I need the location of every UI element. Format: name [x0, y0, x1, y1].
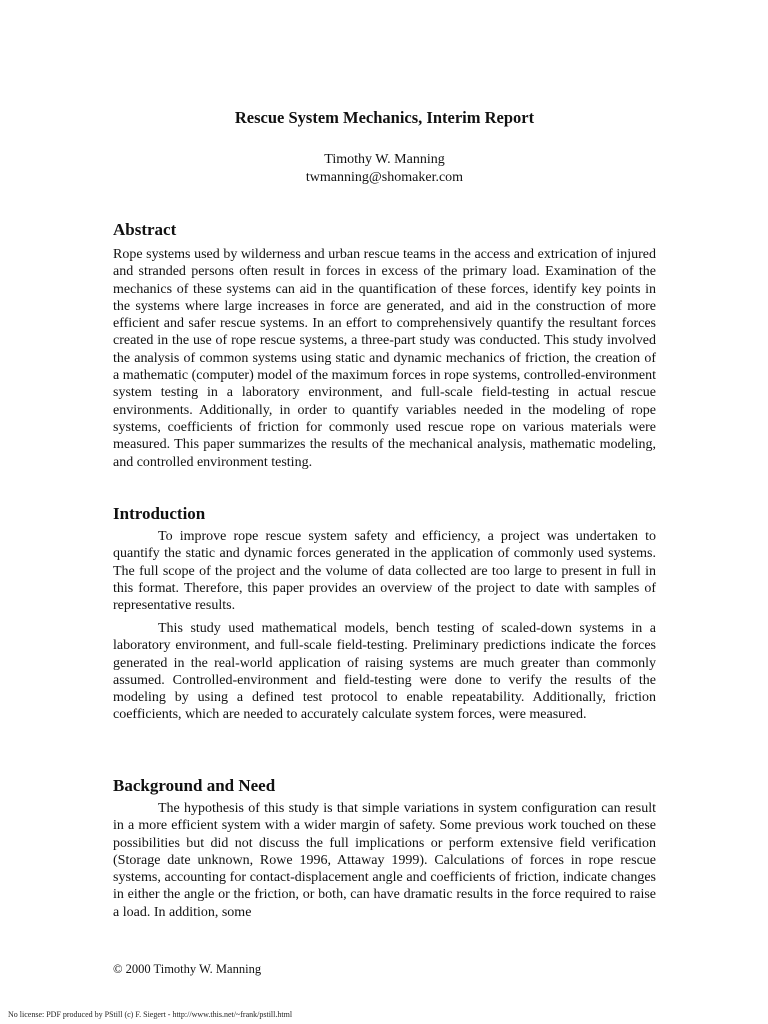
introduction-paragraph-2: This study used mathematical models, bench testing of scaled-down systems in a laboratory environment, and full-scale field-testing. Preliminary predictions indicate the forces generated in the real-world application of raising systems are much greater than commonly assumed. Controlled-environment and field-testing were done to verify the results of the modeling by using a defined test protocol to enable repeatability. Additionally, friction coefficients, which are needed to accurately calculate system forces, were measured.	[113, 621, 656, 723]
pdf-producer-note: No license: PDF produced by PStill (c) F. Siegert - http://www.this.net/~frank/pstill.html	[8, 1010, 293, 1019]
author-name: Timothy W. Manning	[324, 152, 445, 167]
copyright-notice: © 2000 Timothy W. Manning	[113, 962, 262, 976]
introduction-heading: Introduction	[113, 504, 206, 523]
abstract-heading: Abstract	[113, 220, 177, 239]
background-paragraph: The hypothesis of this study is that simple variations in system configuration can result in a more efficient system with a wider margin of safety. Some previous work touched on these possibilities but did not discuss the full implications or perform extensive field verification (Storage date unknown, Rowe 1996, Attaway 1999). Calculations of forces in rope rescue systems, accounting for contact-displacement angle and coefficients of friction, indicate changes in either the angle or the friction, or both, can have dramatic results in the force required to raise a load. In addition, some	[113, 801, 656, 920]
author-email: twmanning@shomaker.com	[305, 170, 464, 185]
abstract-paragraph: Rope systems used by wilderness and urban rescue teams in the access and extrication of injured and stranded persons often result in forces in excess of the primary load. Examination of the mechanics of these systems can aid in the quantification of these forces, identify key points in the systems where large increases in force are generated, and aid in the construction of more efficient and safer rescue systems. In an effort to comprehensively quantify the resultant forces created in the use of rope rescue systems, a three-part study was conducted. This study involved the analysis of common systems using static and dynamic mechanics of friction, the creation of a mathematic (computer) model of the maximum forces in rope systems, controlled-environment system testing in a laboratory environment, and full-scale field-testing in actual rescue environments. Additionally, in order to quantify variables needed in the modeling of rope systems, coefficients of friction for commonly used rescue rope on various materials were measured. This paper summarizes the results of the mechanical analysis, mathematic modeling, and controlled environment testing.	[113, 247, 656, 470]
background-heading: Background and Need	[113, 776, 276, 795]
introduction-paragraph-1: To improve rope rescue system safety and efficiency, a project was undertaken to quantify the static and dynamic forces generated in the application of commonly used systems. The full scope of the project and the volume of data collected are too large to present in full in this format. Therefore, this paper provides an overview of the project to date with samples of representative results.	[113, 529, 656, 614]
paper-title: Rescue System Mechanics, Interim Report	[234, 108, 535, 127]
